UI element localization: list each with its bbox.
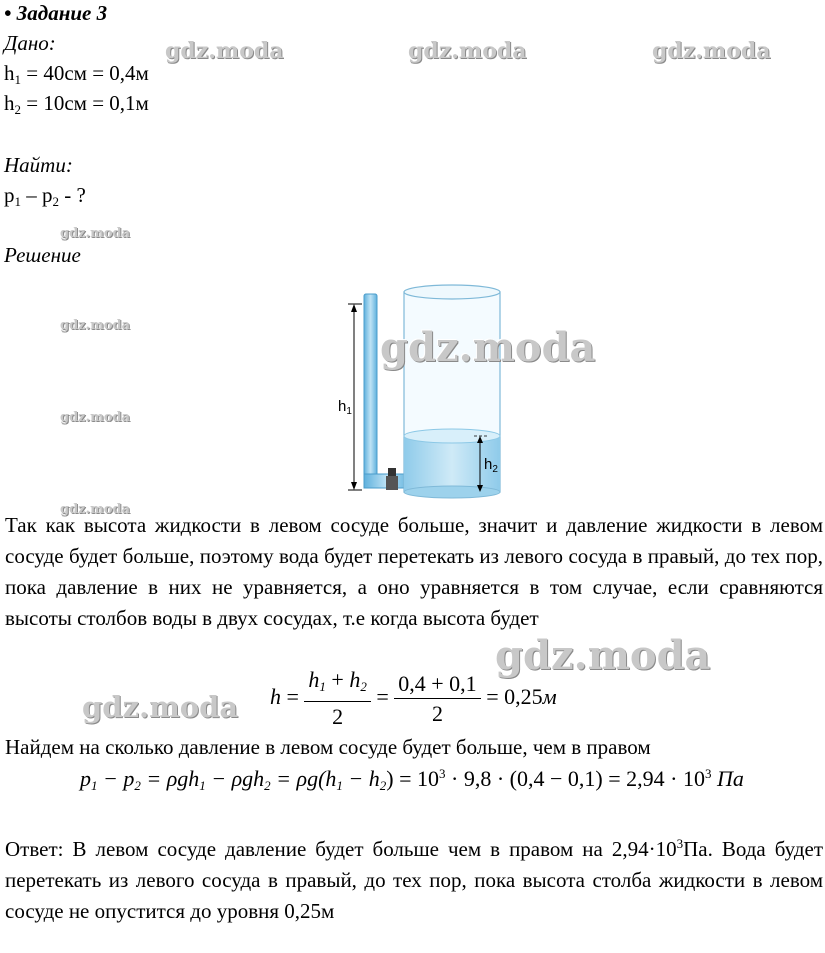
watermark: gdz.moda	[60, 410, 131, 425]
given-h2: $h_2 = 10см = 0,1м$	[4, 91, 149, 117]
task-title: • Задание 3	[4, 1, 108, 25]
average-height-formula: h = $\frac{h_1 + h_2}{2}$ = $\frac{0,4 + 0,1}{2}$ = 0,25м	[270, 667, 557, 729]
find-label: Найти:	[4, 153, 73, 177]
pressure-diff-intro: Найдем на сколько давление в левом сосуде будет больше, чем в правом	[5, 735, 651, 759]
answer-paragraph: Ответ: В левом сосуде давление будет больше чем в правом на $2,94\cdot 10^3Па$. Вода будет перетекать из левого сосуда в правый, до тех пор, пока высота столба жидкости в левом сосуде не опустится до уровня 0,25м	[5, 836, 824, 923]
watermark: gdz.moda	[60, 318, 131, 333]
watermark: gdz.moda	[495, 632, 711, 679]
watermark: gdz.moda	[408, 38, 527, 64]
watermark: gdz.moda	[165, 38, 284, 64]
given-label: Дано:	[4, 31, 56, 55]
watermark: gdz.moda	[380, 324, 596, 371]
pressure-difference-formula: $p_1 - p_2 = \rho gh_1 - \rho gh_2 = \rho g(h_1 - h_2) = 10^3 \cdot 9,8 \cdot (0,4 - 0,1) = 2,94 \cdot 10^3$ Па	[80, 766, 744, 793]
explanation-paragraph: Так как высота жидкости в левом сосуде больше, значит и давление жидкости в левом сосуде будет больше, поэтому вода будет перетекать из левого сосуда в правый, до тех пор, пока давление в них не уравняется, а оно уравняется в том случае, если сравняются высоты столбов воды в двух сосудах, т.е когда высота будет	[5, 513, 823, 630]
h2-label: $h_2$	[484, 456, 498, 475]
h1-label: $h_1$	[338, 398, 352, 417]
vessels-figure	[330, 270, 510, 502]
watermark: gdz.moda	[652, 38, 771, 64]
solution-label: Решение	[4, 243, 81, 267]
watermark: gdz.moda	[60, 226, 131, 241]
find-expression: $p_1 - p_2$ - ?	[4, 183, 86, 209]
watermark: gdz.moda	[60, 502, 131, 517]
watermark: gdz.moda	[82, 690, 239, 724]
given-h1: $h_1 = 40см = 0,4м$	[4, 61, 149, 87]
